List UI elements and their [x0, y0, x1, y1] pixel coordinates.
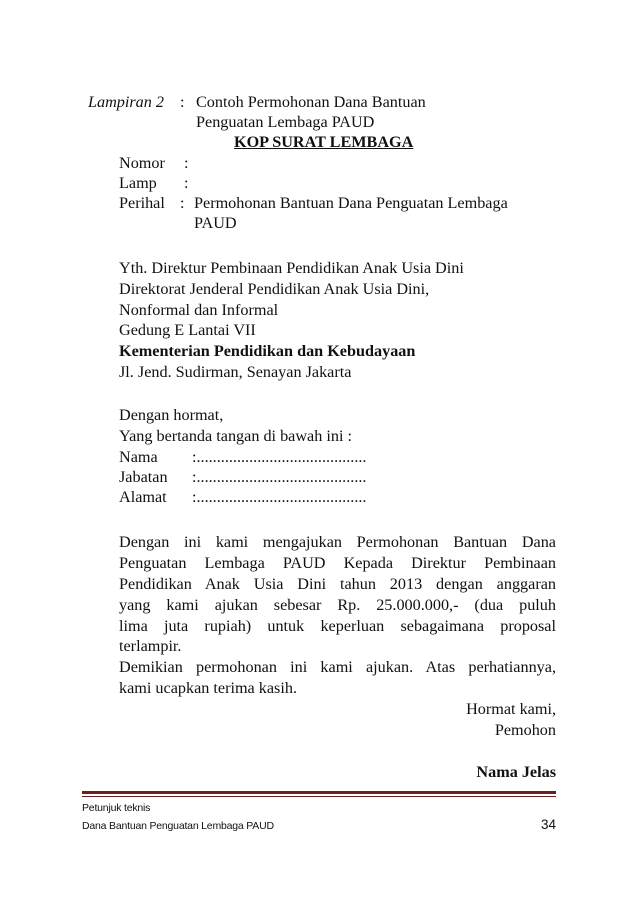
perihal-value-line1: Permohonan Bantuan Dana Penguatan Lembaga	[194, 194, 508, 212]
greeting: Dengan hormat,	[119, 406, 224, 424]
lampiran-label: Lampiran 2	[88, 93, 165, 111]
lampiran-colon: :	[180, 93, 185, 111]
closing-nama-jelas: Nama Jelas	[476, 763, 556, 781]
jabatan-value: :..........................................	[192, 468, 367, 486]
closing-hormat: Hormat kami,	[466, 700, 556, 718]
nama-label: Nama	[119, 448, 158, 466]
footer-rule-thin	[82, 796, 556, 797]
lamp-colon: :	[184, 174, 189, 192]
lampiran-line1: Contoh Permohonan Dana Bantuan	[196, 93, 426, 111]
recipient-line5: Kementerian Pendidikan dan Kebudayaan	[119, 342, 416, 360]
nomor-label: Nomor	[119, 154, 165, 172]
alamat-label: Alamat	[119, 488, 167, 506]
nomor-colon: :	[184, 154, 189, 172]
closing-pemohon: Pemohon	[494, 721, 556, 739]
perihal-value-line2: PAUD	[194, 214, 237, 232]
perihal-colon: :	[180, 194, 185, 212]
footer-rule-thick	[82, 791, 556, 794]
page-number: 34	[540, 817, 556, 832]
recipient-line2: Direktorat Jenderal Pendidikan Anak Usia Dini,	[119, 280, 430, 298]
perihal-label: Perihal	[119, 194, 165, 212]
jabatan-label: Jabatan	[119, 468, 168, 486]
body-p2-line2: kami ucapkan terima kasih.	[119, 679, 297, 697]
footer-line1: Petunjuk teknis	[82, 802, 151, 814]
alamat-value: :..........................................	[192, 488, 367, 506]
lampiran-line2: Penguatan Lembaga PAUD	[196, 113, 375, 131]
body-p1-line6: terlampir.	[119, 637, 182, 655]
body-p1-line3: Pendidikan Anak Usia Dini tahun 2013 dengan anggaran	[119, 575, 556, 593]
recipient-line3: Nonformal dan Informal	[119, 301, 279, 319]
nama-value: :..........................................	[192, 448, 367, 466]
body-p1-line5: lima juta rupiah) untuk keperluan sebagaimana proposal	[119, 617, 556, 635]
kop-surat-title: KOP SURAT LEMBAGA	[234, 133, 414, 151]
recipient-line4: Gedung E Lantai VII	[119, 321, 256, 339]
body-p1-line2: Penguatan Lembaga PAUD Kepada Direktur Pembinaan	[119, 554, 556, 572]
body-p1-line1: Dengan ini kami mengajukan Permohonan Bantuan Dana	[119, 533, 556, 551]
intro-line: Yang bertanda tangan di bawah ini :	[119, 427, 353, 445]
recipient-line1: Yth. Direktur Pembinaan Pendidikan Anak Usia Dini	[119, 259, 464, 277]
lamp-label: Lamp	[119, 174, 157, 192]
body-p1-line4: yang kami ajukan sebesar Rp. 25.000.000,- (dua puluh	[119, 596, 556, 614]
footer-line2: Dana Bantuan Penguatan Lembaga PAUD	[82, 820, 274, 832]
recipient-line6: Jl. Jend. Sudirman, Senayan Jakarta	[119, 363, 352, 381]
body-p2-line1: Demikian permohonan ini kami ajukan. Atas perhatiannya,	[119, 658, 556, 676]
